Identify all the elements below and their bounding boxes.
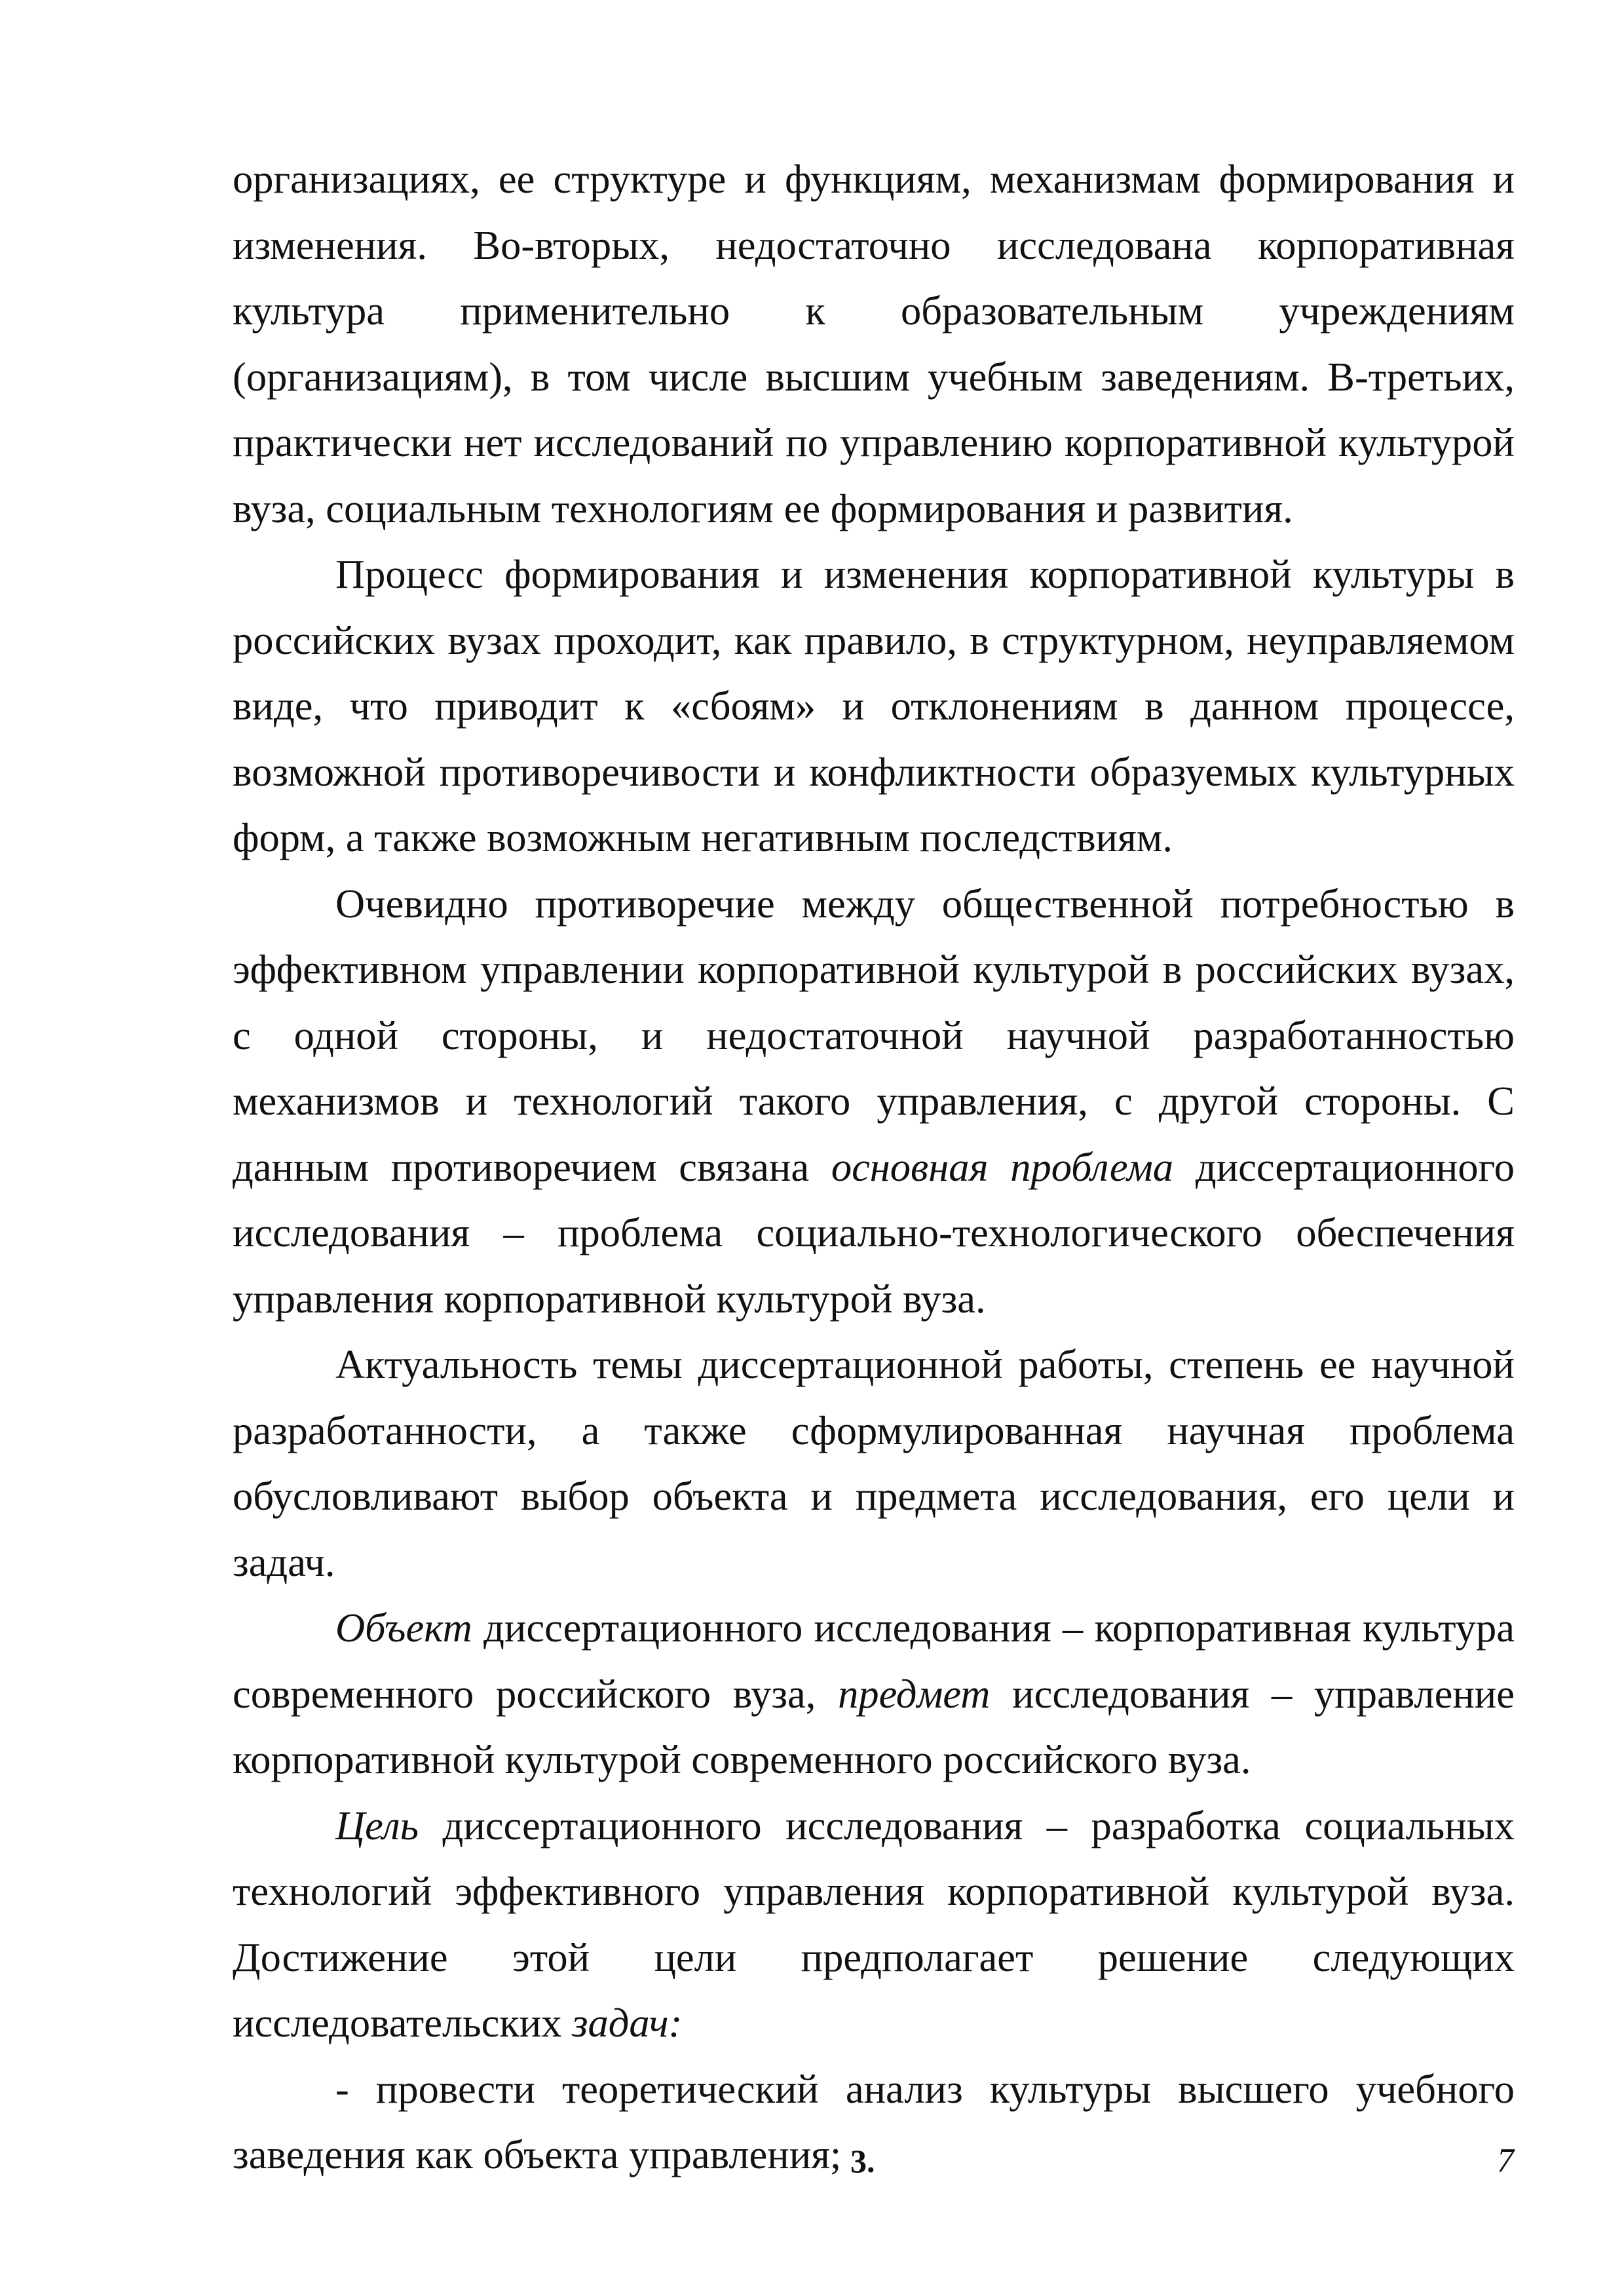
document-body	[233, 146, 1515, 2188]
paragraph-5-text-a: диссертационного исследования – корпоративная культура современного российского вуза,	[233, 1605, 1515, 1717]
paragraph-3	[233, 871, 1515, 1332]
paragraph-5-emphasis-subject: предмет	[838, 1670, 991, 1717]
page-number: 7	[1497, 2142, 1514, 2179]
paragraph-6-emphasis-goal: Цель	[335, 1802, 419, 1848]
paragraph-5	[233, 1595, 1515, 1793]
paragraph-6-text: диссертационного исследования – разработка социальных технологий эффективного управления корпоративной культурой вуза. Достижение этой цели предполагает решение следующих исследовательских	[233, 1802, 1515, 2046]
paragraph-7-list-item: - провести теоретический анализ культуры высшего учебного заведения как объекта управления;	[233, 2065, 1515, 2177]
paragraph-5-emphasis-object: Объект	[335, 1605, 472, 1651]
paragraph-3-emphasis: основная проблема	[831, 1143, 1174, 1190]
paragraph-1: организациях, ее структуре и функциям, механизмам формирования и изменения. Во-вторых, недостаточно исследована корпоративная культура применительно к образовательным учреждениям (организациям), в том числе высшим учебным заведениям. В-третьих, практически нет исследований по управлению корпоративной культурой вуза, социальным технологиям ее формирования и развития.	[233, 156, 1515, 531]
paragraph-5-text-b: исследования – управление корпоративной культурой современного российского вуза.	[233, 1670, 1515, 1782]
paragraph-4: Актуальность темы диссертационной работы, степень ее научной разработанности, а также сформулированная научная проблема обусловливают выбор объекта и предмета исследования, его цели и задач.	[233, 1341, 1515, 1585]
footer-section-mark: 3.	[850, 2143, 875, 2179]
paragraph-3-text-b: диссертационного исследования – проблема социально-технологического обеспечения управления корпоративной культурой вуза.	[233, 1143, 1515, 1322]
paragraph-6	[233, 1793, 1515, 2056]
paragraph-6-emphasis-tasks: задач:	[572, 2000, 683, 2046]
paragraph-2: Процесс формирования и изменения корпоративной культуры в российских вузах проходит, как правило, в структурном, неуправляемом виде, что приводит к «сбоям» и отклонениям в данном процессе, возможной противоречивости и конфликтности образуемых культурных форм, а также возможным негативным последствиям.	[233, 551, 1515, 860]
paragraph-3-text-a: Очевидно противоречие между общественной потребностью в эффективном управлении корпоративной культурой в российских вузах, с одной стороны, и недостаточной научной разработанностью механизмов и технологий такого управления, с другой стороны. С данным противоречием связана	[233, 880, 1515, 1190]
